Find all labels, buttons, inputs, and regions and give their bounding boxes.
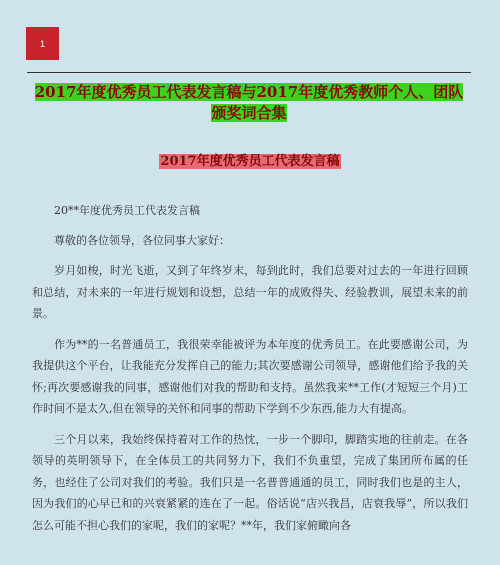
section-title (0, 153, 500, 171)
body-paragraph: 岁月如梭，时光飞逝，又到了年终岁末，每到此时，我们总要对过去的一年进行回顾和总结，对未来的一年进行规划和设想，总结一年的成败得失、经验教训，展望未来的前景。 (32, 264, 468, 320)
body-paragraph: 三个月以来，我始终保持着对工作的热忱，一步一个脚印，脚踏实地的往前走。在各领导的英明领导下，在全体员工的共同努力下，我们不负重望，完成了集团所布属的任务，也经住了公司对我们的考验。我们只是一名普普通通的员工，同时我们也是的主人，因为我们的心早已和的兴衰紧紧的连在了一起。俗话说“店兴我昌，店衰我辱”，所以我们怎么可能不担心我们的家呢，我们的家呢？**年，我们家俯瞰向各 (32, 432, 468, 532)
page-number-badge: 1 (26, 27, 59, 60)
document-title-text: 2017年度优秀员工代表发言稿与2017年度优秀教师个人、团队颁奖词合集 (34, 83, 464, 122)
document-title (32, 82, 466, 124)
body-paragraph: 作为**的一名普通员工，我很荣幸能被评为本年度的优秀员工。在此要感谢公司，为我提供这个平台，让我能充分发挥自己的能力;其次要感谢公司领导，感谢他们给予我的关怀;再次要感谢我的同事，感谢他们对我的帮助和支持。虽然我来**工作(才短短三个月)工作时间不是太久,但在领导的关怀和同事的帮助下学到不少东西,能力大有提高。 (32, 337, 468, 415)
salutation: 尊敬的各位领导，各位同事大家好： (54, 233, 230, 247)
section-title-text: 2017年度优秀员工代表发言稿 (160, 154, 340, 169)
header-divider (27, 72, 471, 73)
speech-heading: 20**年度优秀员工代表发言稿 (54, 204, 200, 217)
document-body (32, 200, 468, 545)
